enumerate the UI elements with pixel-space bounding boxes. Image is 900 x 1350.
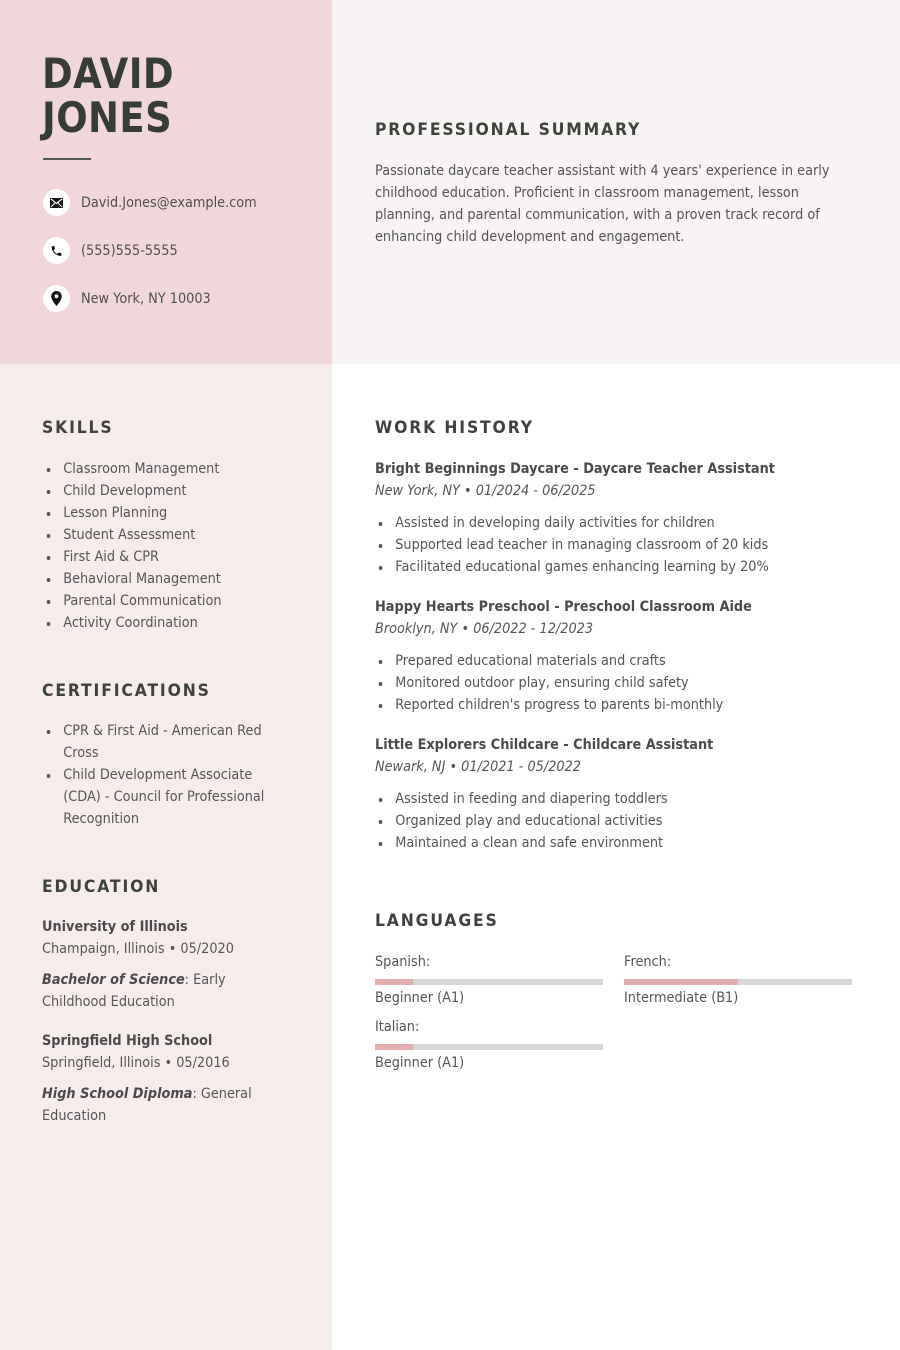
job-bullet: Facilitated educational games enhancing learning by 20% [375, 556, 853, 578]
job-bullet: Organized play and educational activities [375, 810, 853, 832]
job-entry [375, 734, 853, 854]
education-entry [42, 916, 281, 1013]
education-entry [42, 1030, 281, 1127]
language-level: Intermediate (B1) [624, 990, 739, 1006]
location-text: New York, NY 10003 [81, 290, 211, 307]
certifications-heading: CERTIFICATIONS [42, 681, 211, 701]
language-level: Beginner (A1) [375, 1055, 465, 1071]
language-name: Italian: [375, 1019, 420, 1035]
certifications-section [43, 720, 278, 830]
degree-title: High School Diploma [42, 1086, 193, 1102]
last-name: JONES [42, 93, 173, 142]
skill-item: Activity Coordination [43, 612, 291, 634]
language-item [375, 953, 603, 1007]
language-name: French: [624, 954, 672, 970]
certifications-list [43, 720, 278, 830]
skill-item: Parental Communication [43, 590, 291, 612]
education-heading: EDUCATION [42, 877, 161, 897]
degree [42, 969, 281, 1013]
language-item [624, 953, 852, 1007]
skill-item: Behavioral Management [43, 568, 291, 590]
skill-item: Classroom Management [43, 458, 291, 480]
email-text[interactable]: David.Jones@example.com [81, 194, 257, 211]
language-bar [375, 1044, 603, 1050]
degree-field: : General Education [42, 1086, 252, 1124]
language-bar-fill [624, 979, 738, 985]
language-name: Spanish: [375, 954, 431, 970]
job-bullet: Assisted in feeding and diapering toddlers [375, 788, 853, 810]
language-bar [624, 979, 852, 985]
first-name: DAVID [42, 49, 175, 98]
job-bullets [375, 512, 853, 578]
skill-item: Student Assessment [43, 524, 291, 546]
job-bullet: Monitored outdoor play, ensuring child safety [375, 672, 853, 694]
language-item [375, 1018, 603, 1072]
job-bullets [375, 650, 853, 716]
envelope-icon [43, 189, 70, 216]
job-meta: Brooklyn, NY • 06/2022 - 12/2023 [375, 621, 594, 637]
job-bullet: Supported lead teacher in managing classroom of 20 kids [375, 534, 853, 556]
school-location-date: Springfield, Illinois • 05/2016 [42, 1055, 230, 1071]
skills-list [43, 458, 291, 634]
job-bullet: Maintained a clean and safe environment [375, 832, 853, 854]
job-entry [375, 458, 853, 578]
job-bullet: Prepared educational materials and crafts [375, 650, 853, 672]
summary-heading: PROFESSIONAL SUMMARY [375, 120, 642, 140]
certification-item: Child Development Associate (CDA) - Council for Professional Recognition [43, 764, 278, 830]
school-name: Springfield High School [42, 1033, 213, 1049]
skill-item: Lesson Planning [43, 502, 291, 524]
degree-field: : Early Childhood Education [42, 972, 226, 1010]
candidate-name [42, 49, 175, 142]
skill-item: Child Development [43, 480, 291, 502]
contact-phone[interactable] [43, 237, 186, 264]
skills-section [43, 458, 291, 634]
skill-item: First Aid & CPR [43, 546, 291, 568]
phone-text: (555)555-5555 [81, 242, 178, 259]
degree [42, 1083, 281, 1127]
degree-title: Bachelor of Science [42, 972, 185, 988]
job-heading: Little Explorers Childcare - Childcare Assistant [375, 737, 714, 753]
job-entry [375, 596, 853, 716]
job-bullet: Reported children's progress to parents bi-monthly [375, 694, 853, 716]
certification-item: CPR & First Aid - American Red Cross [43, 720, 278, 764]
language-bar [375, 979, 603, 985]
job-heading: Bright Beginnings Daycare - Daycare Teacher Assistant [375, 461, 775, 477]
summary-text: Passionate daycare teacher assistant with 4 years' experience in early childhood education. Proficient in classroom management, lesson planning, and parental communication, with a proven track record of enhancing child development and engagement. [375, 163, 830, 245]
job-meta: New York, NY • 01/2024 - 06/2025 [375, 483, 596, 499]
skills-heading: SKILLS [42, 418, 114, 438]
contact-email[interactable] [43, 189, 272, 216]
phone-icon [43, 237, 70, 264]
school-location-date: Champaign, Illinois • 05/2020 [42, 941, 234, 957]
job-bullets [375, 788, 853, 854]
map-pin-icon [43, 285, 70, 312]
school-name: University of Illinois [42, 919, 188, 935]
job-meta: Newark, NJ • 01/2021 - 05/2022 [375, 759, 582, 775]
job-heading: Happy Hearts Preschool - Preschool Classroom Aide [375, 599, 752, 615]
name-divider [43, 158, 91, 160]
work-history-heading: WORK HISTORY [375, 418, 534, 438]
job-bullet: Assisted in developing daily activities for children [375, 512, 853, 534]
contact-location [43, 285, 222, 312]
language-bar-fill [375, 979, 413, 985]
language-bar-fill [375, 1044, 413, 1050]
languages-heading: LANGUAGES [375, 911, 499, 931]
language-level: Beginner (A1) [375, 990, 465, 1006]
